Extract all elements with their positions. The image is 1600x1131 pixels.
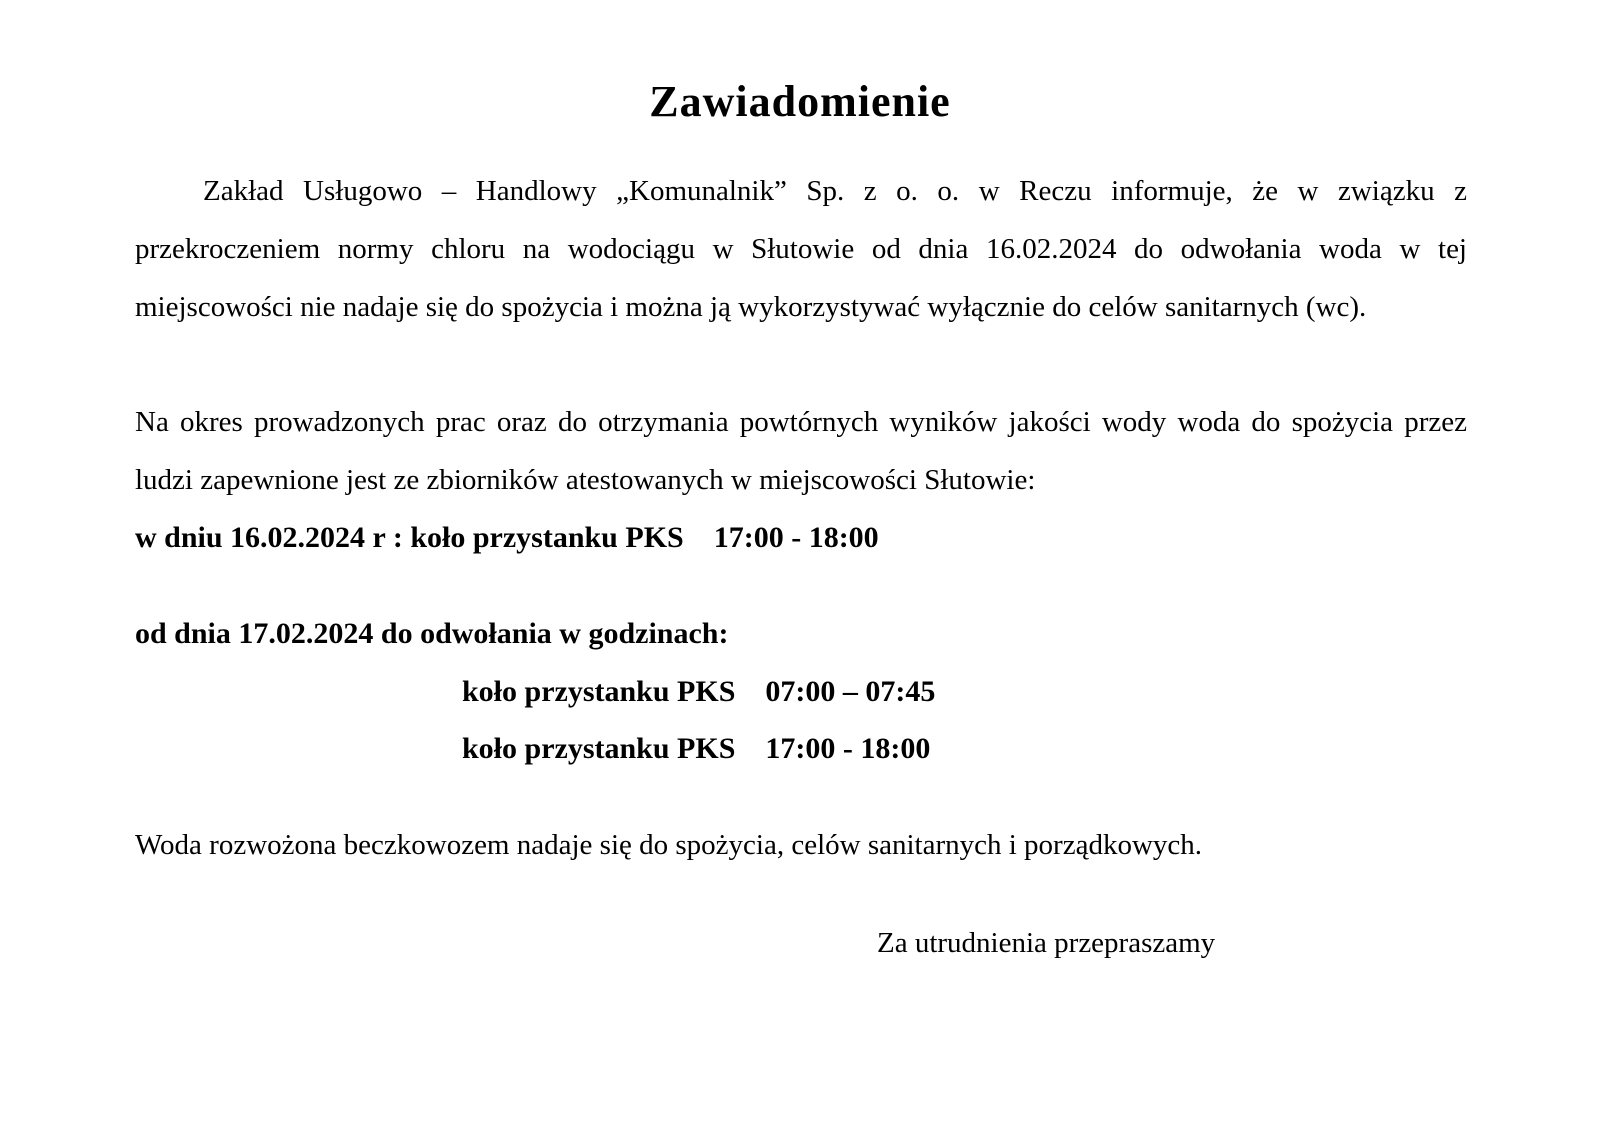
page-title: Zawiadomienie bbox=[649, 77, 951, 126]
closing-apology: Za utrudnienia przepraszamy bbox=[877, 927, 1216, 959]
first-day-schedule: w dniu 16.02.2024 r : koło przystanku PKS 17:00 - 18:00 bbox=[135, 521, 879, 554]
tanker-water-note: Woda rozwożona beczkowozem nadaje się do spożycia, celów sanitarnych i porządkowych. bbox=[135, 829, 1203, 861]
schedule-item-evening: koło przystanku PKS 17:00 - 18:00 bbox=[462, 732, 931, 765]
paragraph-water-supply: Na okres prowadzonych prac oraz do otrzymania powtórnych wyników jakości wody woda do spożycia przez ludzi zapewnione jest ze zbiorników atestowanych w miejscowości Słutowie: bbox=[135, 406, 1467, 496]
schedule-item-morning: koło przystanku PKS 07:00 – 07:45 bbox=[462, 675, 936, 708]
paragraph-announcement: Zakład Usługowo – Handlowy „Komunalnik” Sp. z o. o. w Reczu informuje, że w związku z przekroczeniem normy chloru na wodociągu w Słutowie od dnia 16.02.2024 do odwołania woda w tej miejscowości nie nadaje się do spożycia i można ją wykorzystywać wyłącznie do celów sanitarnych (wc). bbox=[135, 175, 1467, 323]
schedule-heading: od dnia 17.02.2024 do odwołania w godzinach: bbox=[135, 617, 729, 650]
